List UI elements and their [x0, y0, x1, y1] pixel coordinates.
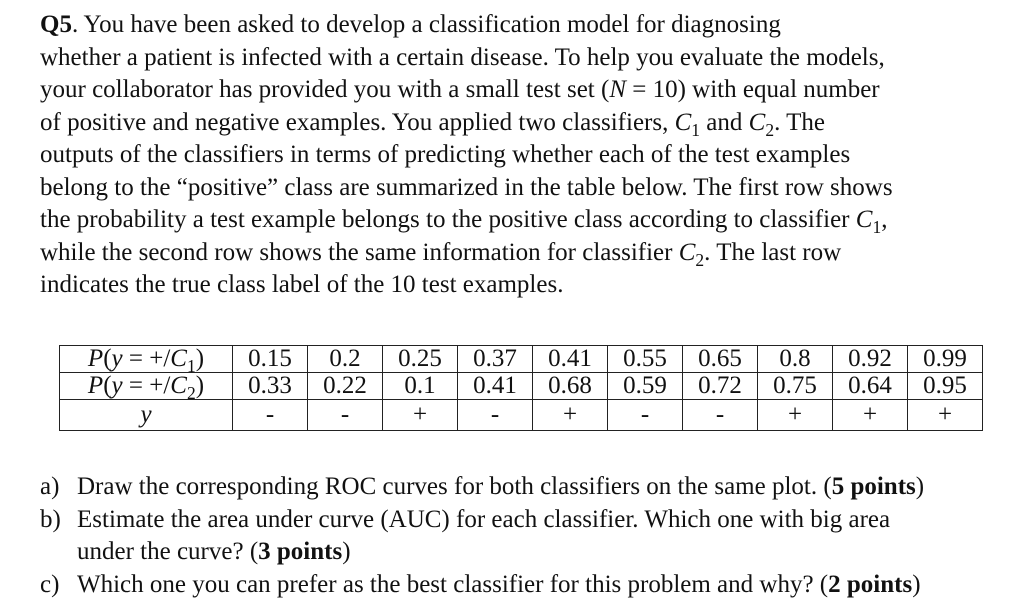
table-cell: 0.64 [833, 373, 908, 400]
part-b: b) Estimate the area under curve (AUC) for each classifier. Which one with big area [40, 505, 891, 533]
table-cell: 0.8 [758, 346, 833, 373]
question-line-7: the probability a test example belongs to the positive class according to classifier $C_1$, [40, 206, 888, 237]
table-cell: 0.1 [383, 373, 458, 400]
table-cell: + [758, 400, 833, 431]
table-cell: 0.95 [908, 373, 983, 400]
table-cell: 0.25 [383, 346, 458, 373]
table-cell: + [383, 400, 458, 431]
sub-questions [40, 471, 1024, 601]
part-c: c) Which one you can prefer as the best classifier for this problem and why? (2 points) [40, 570, 921, 598]
question-line-8: while the second row shows the same information for classifier $C_2$. The last row [40, 238, 842, 270]
question-line-1: Q5. You have been asked to develop a classification model for diagnosing [40, 11, 781, 38]
table-cell: + [533, 400, 608, 431]
table-cell: 0.72 [683, 373, 758, 400]
question-number: Q5 [40, 11, 72, 38]
table-row-c1 [60, 346, 983, 373]
question-line-3: your collaborator has provided you with a small test set (N = 10) with equal number [40, 76, 880, 103]
row-header-y: y [60, 400, 233, 431]
table-cell: 0.75 [758, 373, 833, 400]
part-a: a) Draw the corresponding ROC curves for both classifiers on the same plot. (5 points) [40, 473, 925, 500]
table-cell: - [233, 400, 308, 431]
table-cell: 0.41 [533, 346, 608, 373]
classifier-output-table [59, 345, 983, 431]
question-line-6: belong to the “positive” class are summarized in the table below. The first row shows [40, 173, 893, 201]
table-cell: 0.65 [683, 346, 758, 373]
table-cell: 0.33 [233, 373, 308, 400]
table-cell: 0.2 [308, 346, 383, 373]
table-cell: 0.22 [308, 373, 383, 400]
table-cell: - [308, 400, 383, 431]
question-line-4: of positive and negative examples. You applied two classifiers, $C_1$ and $C_2$. The [40, 108, 826, 140]
table-cell: 0.37 [458, 346, 533, 373]
part-b-continued: under the curve? (3 points) [77, 538, 351, 565]
row-header-c2: $P(y = +/C_2)$ [60, 373, 233, 400]
table-cell: - [608, 400, 683, 431]
table-row-c2 [60, 373, 983, 400]
table-cell: 0.41 [458, 373, 533, 400]
question-line-2: whether a patient is infected with a certain disease. To help you evaluate the models, [40, 43, 885, 71]
table-cell: 0.15 [233, 346, 308, 373]
table-cell: - [458, 400, 533, 431]
table-cell: 0.55 [608, 346, 683, 373]
table-cell: 0.92 [833, 346, 908, 373]
table-cell: + [908, 400, 983, 431]
question-line-9: indicates the true class label of the 10 test examples. [40, 271, 564, 298]
question-line-5: outputs of the classifiers in terms of predicting whether each of the test examples [40, 141, 851, 168]
table-cell: 0.99 [908, 346, 983, 373]
question-text [40, 9, 1020, 302]
row-header-c1: $P(y = +/C_1)$ [60, 346, 233, 373]
table-cell: - [683, 400, 758, 431]
table-cell: 0.68 [533, 373, 608, 400]
table-cell: + [833, 400, 908, 431]
table-cell: 0.59 [608, 373, 683, 400]
table-row-labels [60, 400, 983, 431]
